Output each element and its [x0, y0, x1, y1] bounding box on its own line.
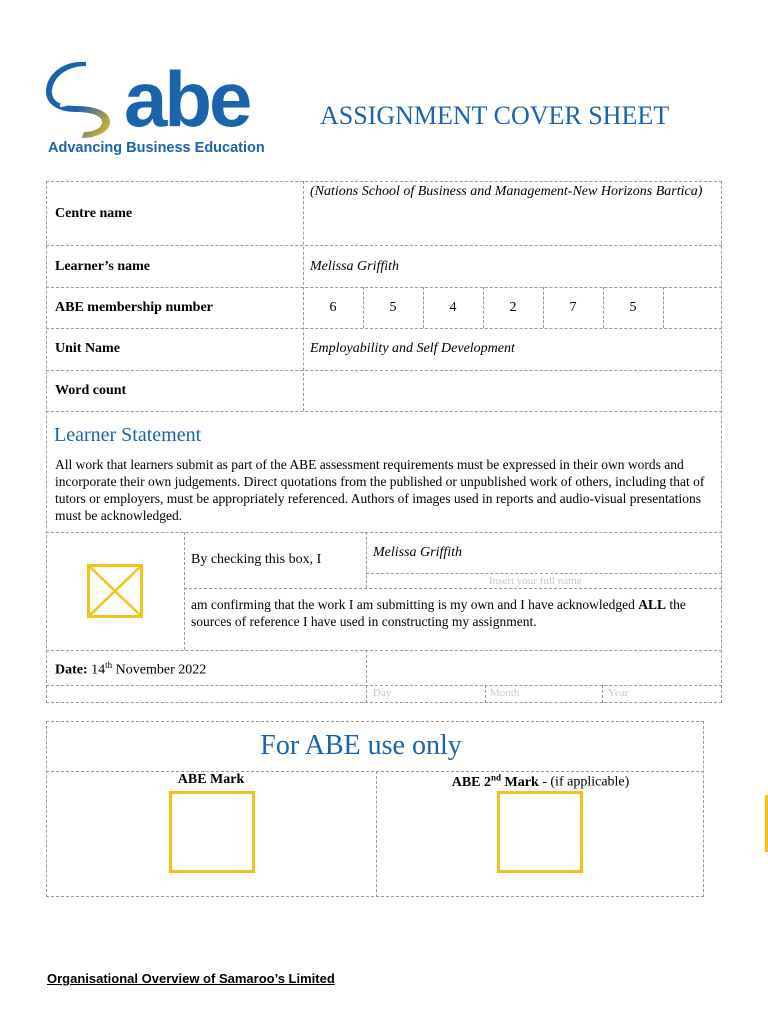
date-hint-year: Year — [608, 687, 629, 699]
row-divider — [46, 245, 722, 246]
confirmation-text-part1: am confirming that the work I am submitting is my own and I have acknowledged — [191, 597, 639, 612]
confirmation-text-bold: ALL — [638, 597, 667, 612]
row-divider — [184, 588, 722, 589]
unit-name-label: Unit Name — [55, 341, 120, 356]
membership-digit[interactable]: 5 — [603, 287, 664, 328]
row-divider — [46, 650, 722, 651]
page-title: ASSIGNMENT COVER SHEET — [320, 101, 670, 130]
membership-digit[interactable] — [663, 287, 722, 328]
column-divider — [366, 650, 367, 703]
abe-second-mark-sup: nd — [491, 772, 502, 782]
column-divider — [485, 685, 486, 703]
confirmation-text-part2: the sources of reference I have used in constructing my assignment. — [191, 597, 686, 629]
centre-name-label: Centre name — [55, 206, 133, 221]
membership-digit[interactable]: 2 — [483, 287, 544, 328]
word-count-label: Word count — [55, 383, 127, 398]
section-heading: Organisational Overview of Samaroo’s Limited — [47, 971, 335, 986]
confirmation-text — [191, 596, 711, 630]
column-divider — [602, 685, 603, 703]
word-count-value[interactable] — [310, 383, 710, 403]
abe-use-heading: For ABE use only — [260, 730, 462, 761]
full-name-hint: Insert your full name — [489, 575, 582, 587]
date-month-year: November 2022 — [112, 662, 207, 678]
learner-statement-heading: Learner Statement — [54, 424, 202, 446]
abe-second-mark-suffix: - (if applicable) — [538, 774, 630, 790]
membership-digit[interactable]: 7 — [543, 287, 604, 328]
membership-digit[interactable]: 5 — [363, 287, 424, 328]
unit-name-value[interactable]: Employability and Self Development — [310, 341, 515, 356]
abe-second-mark-prefix: ABE 2 — [451, 774, 491, 790]
checkbox-cross-icon — [87, 564, 143, 618]
membership-digit[interactable]: 4 — [423, 287, 484, 328]
learner-name-label: Learner’s name — [55, 259, 150, 274]
full-name-value[interactable]: Melissa Griffith — [373, 545, 463, 560]
learner-name-value[interactable]: Melissa Griffith — [310, 259, 400, 274]
date-label: Date: — [55, 662, 88, 678]
abe-second-mark-rest: Mark — [501, 774, 539, 790]
membership-number-label: ABE membership number — [55, 300, 213, 315]
date-day: 14 — [91, 662, 106, 678]
row-divider — [46, 532, 722, 533]
abe-logo-swirl-icon — [46, 62, 126, 140]
abe-logo-tagline: Advancing Business Education — [48, 140, 265, 156]
row-divider — [46, 685, 722, 686]
date-field[interactable] — [55, 660, 206, 679]
abe-mark-label: ABE Mark — [177, 772, 245, 787]
membership-number-cells — [303, 287, 722, 328]
row-divider — [46, 370, 722, 371]
date-day-suffix: th — [105, 660, 113, 670]
row-divider — [46, 411, 722, 412]
abe-mark-box[interactable] — [169, 791, 255, 873]
row-divider — [46, 328, 722, 329]
row-divider — [366, 573, 722, 574]
abe-logo-word: abe — [124, 55, 250, 143]
centre-name-value[interactable]: (Nations School of Business and Management-New Horizons Bartica) — [310, 184, 703, 199]
abe-logo — [46, 55, 296, 160]
abe-second-mark-label — [377, 772, 704, 791]
abe-second-mark-box[interactable] — [497, 791, 583, 873]
column-divider — [184, 532, 185, 650]
confirmation-checkbox[interactable] — [87, 564, 143, 618]
learner-statement-body: All work that learners submit as part of the ABE assessment requirements must be expressed in their own words and incorporate their own judgements. Direct quotations from the published or unpublished work of others, including that of tutors or employers, must be appropriately referenced. Authors of images used in reports and audio-visual presentations must be acknowledged. — [55, 457, 705, 523]
date-hint-day: Day — [373, 687, 392, 699]
check-statement-prefix: By checking this box, I — [191, 552, 322, 567]
column-divider — [366, 532, 367, 588]
membership-digit[interactable]: 6 — [303, 287, 364, 328]
date-hint-month: Month — [490, 687, 520, 699]
